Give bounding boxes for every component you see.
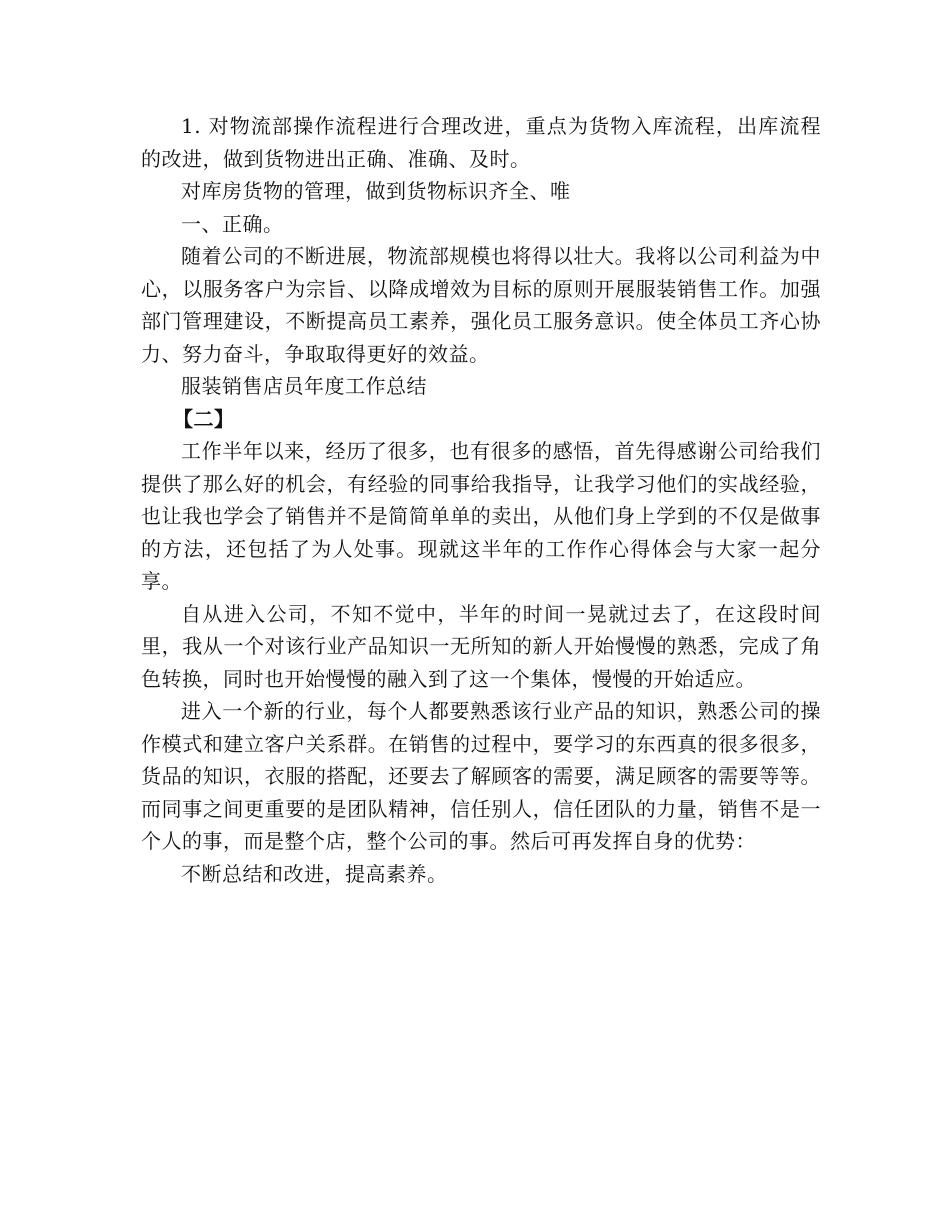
paragraph-warehouse-management: 对库房货物的管理，做到货物标识齐全、唯: [181, 179, 571, 203]
paragraph-joining-company: 自从进入公司，不知不觉中，半年的时间一晃就过去了，在这段时间里，我从一个对该行业产品知识一无所知的新人开始慢慢的熟悉，完成了角色转换，同时也开始慢慢的融入到了这一个集体，慢慢的开始适应。: [141, 601, 821, 691]
section-title: 服装销售店员年度工作总结: [181, 374, 427, 398]
paragraph-half-year-work: 工作半年以来，经历了很多，也有很多的感悟，首先得感谢公司给我们提供了那么好的机会，有经验的同事给我指导，让我学习他们的实战经验，也让我也学会了销售并不是简简单单的卖出，从他们身上学到的不仅是做事的方法，还包括了为人处事。现就这半年的工作作心得体会与大家一起分享。: [141, 439, 821, 593]
paragraph-company-development: 随着公司的不断进展，物流部规模也将得以壮大。我将以公司利益为中心，以服务客户为宗旨、以降成增效为目标的原则开展服装销售工作。加强部门管理建设，不断提高员工素养，强化员工服务意识。使全体员工齐心协力、努力奋斗，争取取得更好的效益。: [141, 244, 821, 366]
document-page: [141, 110, 821, 890]
paragraph-correct: 一、正确。: [181, 211, 284, 236]
paragraph-logistics-improvement: 1. 对物流部操作流程进行合理改进，重点为货物入库流程，出库流程的改进，做到货物进出正确、准确、及时。: [141, 114, 821, 171]
paragraph-new-industry: 进入一个新的行业，每个人都要熟悉该行业产品的知识，熟悉公司的操作模式和建立客户关系群。在销售的过程中，要学习的东西真的很多很多，货品的知识，衣服的搭配，还要去了解顾客的需要，满足顾客的需要等等。而同事之间更重要的是团队精神，信任别人，信任团队的力量，销售不是一个人的事，而是整个店，整个公司的事。然后可再发挥自身的优势：: [141, 699, 821, 853]
section-number: 【二】: [173, 406, 235, 431]
paragraph-summary: 不断总结和改进，提高素养。: [181, 861, 448, 886]
